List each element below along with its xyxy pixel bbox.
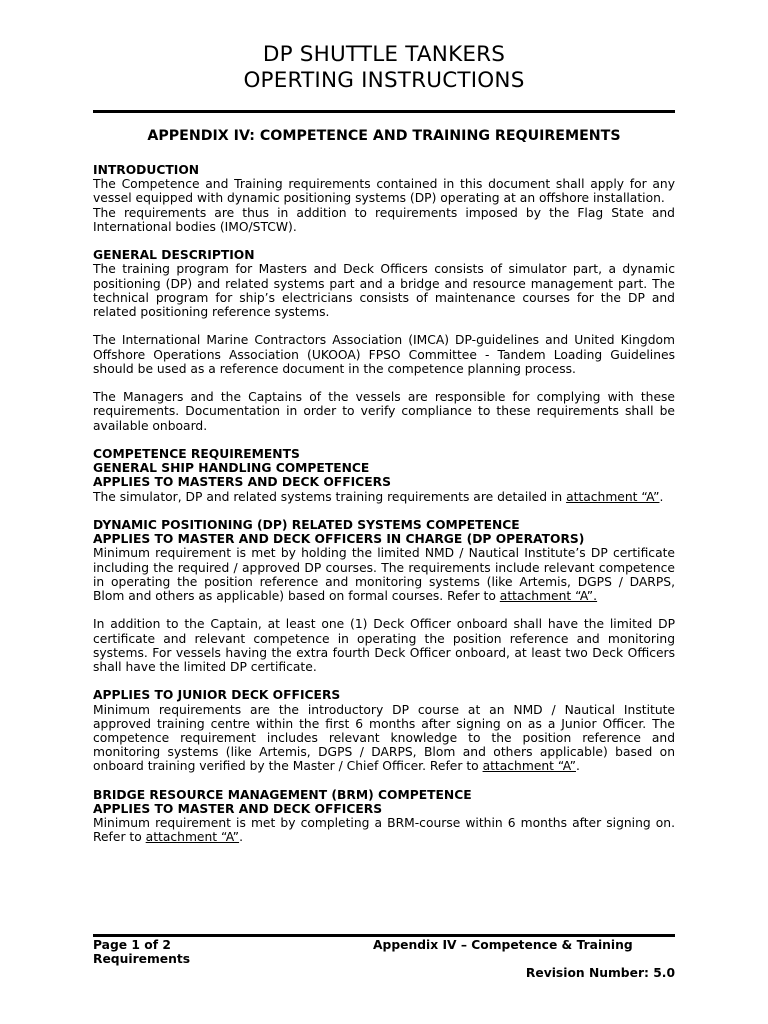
- document-body: [93, 163, 675, 845]
- attachment-a-link[interactable]: attachment “A”.: [499, 589, 598, 604]
- footer-appendix-title: Appendix IV – Competence & Training: [373, 938, 633, 952]
- footer-divider: [93, 934, 675, 937]
- attachment-a-link[interactable]: attachment “A”: [566, 489, 660, 504]
- brm-paragraph: Minimum requirement is met by completing a BRM-course within 6 months after signing on. Refer to attachment “A”.: [93, 816, 675, 845]
- attachment-a-link[interactable]: attachment “A”: [145, 830, 240, 845]
- junior-officers-heading: APPLIES TO JUNIOR DECK OFFICERS: [93, 688, 341, 703]
- title-line-1: DP SHUTTLE TANKERS: [262, 42, 506, 67]
- dp-competence-heading: DYNAMIC POSITIONING (DP) RELATED SYSTEMS COMPETENCE: [93, 518, 520, 532]
- masters-deck-officers-heading: APPLIES TO MASTERS AND DECK OFFICERS: [93, 475, 391, 490]
- appendix-heading: APPENDIX IV: COMPETENCE AND TRAINING REQUIREMENTS: [147, 128, 621, 144]
- junior-paragraph: Minimum requirements are the introductory DP course at an NMD / Nautical Institute approved training centre within the first 6 months after signing on as a Junior Officer. The competence requirement includes relevant knowledge to the position reference and monitoring systems (like Artemis, DGPS / DARPS, Blom and others applicable) based on onboard training verified by the Master / Chief Officer. Refer to attachment “A”.: [93, 702, 675, 774]
- attachment-a-link[interactable]: attachment “A”: [482, 759, 576, 774]
- document-title: [93, 42, 675, 94]
- general-paragraph-1: The training program for Masters and Deck Officers consists of simulator part, a dynamic positioning (DP) and related systems part and a bridge and resource management part. The technical program for ship’s electricians consists of maintenance courses for the DP and related positioning reference systems.: [93, 262, 675, 320]
- brm-applies-heading: APPLIES TO MASTER AND DECK OFFICERS: [93, 802, 383, 817]
- dp-paragraph-2: In addition to the Captain, at least one (1) Deck Officer onboard shall have the limited DP certificate and relevant competence in operating the position reference and monitoring systems. For vessels having the extra fourth Deck Officer onboard, at least two Deck Officers shall have the limited DP certificate.: [93, 617, 675, 675]
- competence-paragraph: The simulator, DP and related systems training requirements are detailed in attachment “A”.: [93, 489, 664, 504]
- dp-operators-heading: APPLIES TO MASTER AND DECK OFFICERS IN CHARGE (DP OPERATORS): [93, 532, 585, 547]
- ship-handling-heading: GENERAL SHIP HANDLING COMPETENCE: [93, 461, 370, 476]
- dp-paragraph-1: Minimum requirement is met by holding the limited NMD / Nautical Institute’s DP certificate including the required / approved DP courses. The requirements include relevant competence in operating the position reference and monitoring systems (like Artemis, DGPS / DARPS, Blom and others as applicable) based on formal courses. Refer to attachment “A”.: [93, 546, 675, 604]
- title-line-2: OPERTING INSTRUCTIONS: [243, 68, 525, 93]
- page-number: Page 1 of 2: [93, 938, 171, 952]
- header-divider: [93, 110, 675, 113]
- footer-requirements: Requirements: [93, 952, 191, 966]
- general-paragraph-2: The International Marine Contractors Association (IMCA) DP-guidelines and United Kingdom Offshore Operations Association (UKOOA) FPSO Committee - Tandem Loading Guidelines should be used as a reference document in the competence planning process.: [93, 333, 675, 376]
- competence-heading: COMPETENCE REQUIREMENTS: [93, 447, 300, 461]
- intro-paragraph-2: The requirements are thus in addition to requirements imposed by the Flag State and International bodies (IMO/STCW).: [93, 205, 675, 234]
- general-paragraph-3: The Managers and the Captains of the vessels are responsible for complying with these requirements. Documentation in order to verify compliance to these requirements shall be available onboard.: [93, 390, 675, 433]
- intro-heading: INTRODUCTION: [93, 163, 200, 177]
- revision-number: Revision Number: 5.0: [525, 966, 675, 980]
- brm-heading: BRIDGE RESOURCE MANAGEMENT (BRM) COMPETENCE: [93, 787, 472, 802]
- general-heading: GENERAL DESCRIPTION: [93, 248, 255, 263]
- intro-paragraph-1: The Competence and Training requirements contained in this document shall apply for any vessel equipped with dynamic positioning systems (DP) operating at an offshore installation.: [93, 177, 675, 206]
